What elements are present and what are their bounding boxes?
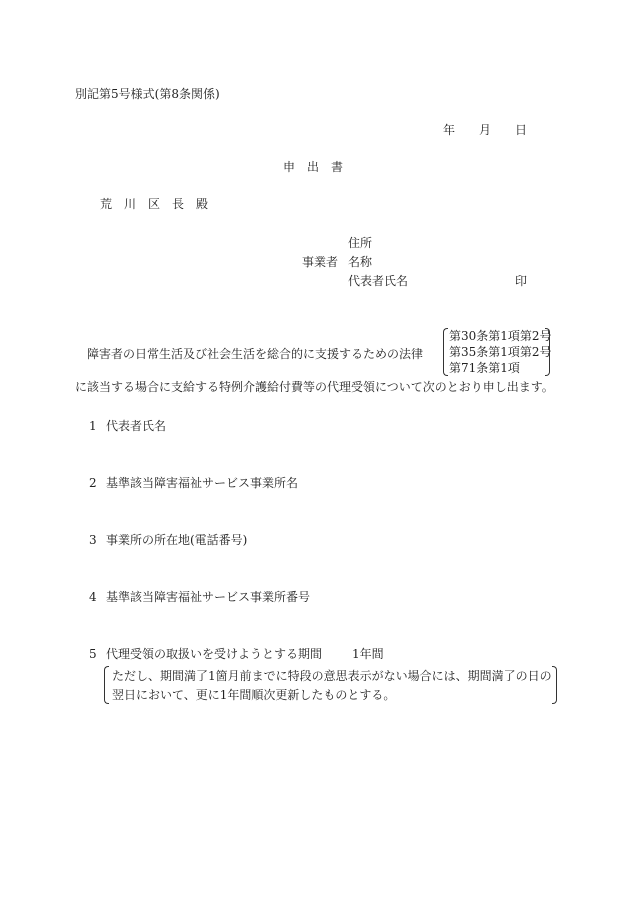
article-3: 第71条第1項: [449, 361, 520, 375]
date-month-label: 月: [479, 123, 492, 137]
item-label: 代理受領の取扱いを受けようとする期間: [106, 647, 323, 661]
articles-right-brace: [545, 328, 550, 376]
item-number: 4: [89, 590, 97, 604]
item-number: 3: [89, 533, 97, 547]
form-label: 別記第5号様式(第8条関係): [75, 87, 220, 101]
item-label: 代表者氏名: [106, 419, 167, 433]
articles-left-brace: [443, 328, 448, 376]
item-number: 2: [89, 476, 97, 490]
note-line-1: ただし、期間満了1箇月前までに特段の意思表示がない場合には、期間満了の日の: [112, 669, 552, 683]
article-2: 第35条第1項第2号: [449, 345, 552, 359]
body-continuation: に該当する場合に支給する特例介護給付費等の代理受領について次のとおり申し出ます。: [75, 380, 554, 394]
item-value: 1年間: [352, 647, 384, 661]
note-right-bracket: [552, 666, 557, 704]
name-label: 名称: [348, 255, 373, 269]
applicant-group-label: 事業者: [302, 255, 339, 269]
representative-label: 代表者氏名: [348, 274, 409, 288]
note-left-bracket: [104, 666, 109, 704]
address-label: 住所: [348, 236, 373, 250]
addressee: 荒 川 区 長 殿: [100, 197, 209, 211]
item-number: 1: [89, 419, 97, 433]
item-label: 基準該当障害福祉サービス事業所名: [106, 476, 299, 490]
item-label: 基準該当障害福祉サービス事業所番号: [106, 590, 311, 604]
item-label: 事業所の所在地(電話番号): [106, 533, 248, 547]
note-line-2: 翌日において、更に1年間順次更新したものとする。: [112, 688, 396, 702]
seal-mark: 印: [515, 274, 528, 288]
item-number: 5: [89, 647, 97, 661]
document-title: 申 出 書: [283, 160, 344, 174]
date-year-label: 年: [443, 123, 456, 137]
article-1: 第30条第1項第2号: [449, 329, 552, 343]
date-day-label: 日: [515, 123, 528, 137]
law-text: 障害者の日常生活及び社会生活を総合的に支援するための法律: [87, 347, 424, 361]
